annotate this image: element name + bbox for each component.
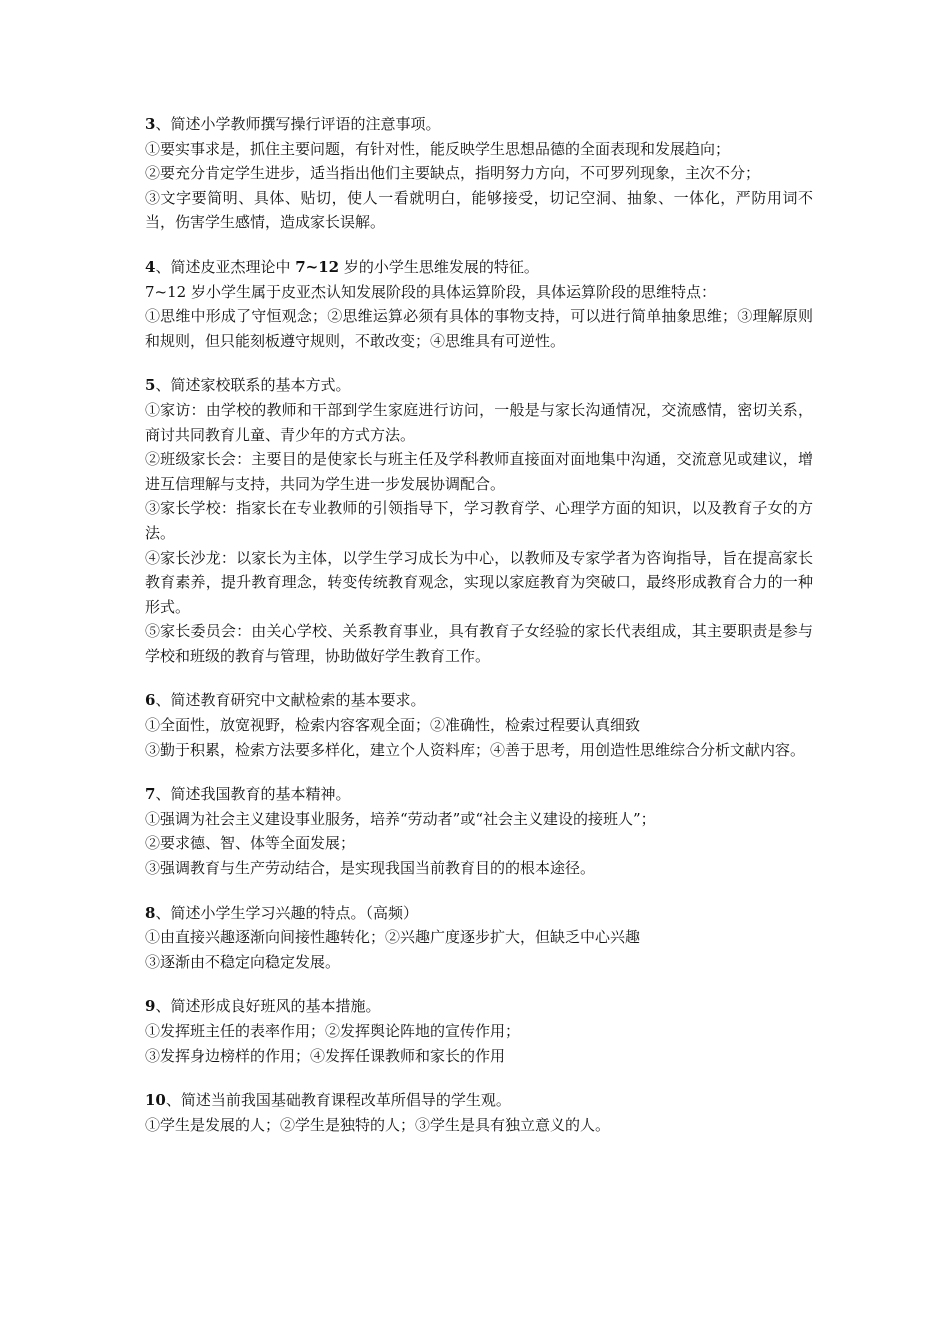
question-number: 4 — [145, 257, 156, 276]
question-number: 3 — [145, 115, 156, 133]
answer-line: ③文字要简明、具体、贴切，使人一看就明白，能够接受，切记空洞、抽象、一体化，严防用词不当，伤害学生感情，造成家长误解。 — [145, 188, 813, 232]
question-title-text: 、简述我国教育的基本精神。 — [155, 785, 351, 804]
answer-line: ②要求德、智、体等全面发展； — [145, 834, 356, 853]
question-title-text: 岁的小学生思维发展的特征。 — [339, 257, 539, 276]
question-title-age-range: 7~12 — [295, 257, 340, 276]
question-number: 8 — [145, 903, 156, 922]
question-title-text: 、简述教育研究中文献检索的基本要求。 — [155, 691, 426, 710]
answer-line: ①思维中形成了守恒观念；②思维运算必须有具体的事物支持，可以进行简单抽象思维；③理解原则和规则，但只能刻板遵守规则，不敢改变；④思维具有可逆性。 — [145, 307, 813, 350]
question-6 — [145, 688, 813, 762]
question-8 — [145, 901, 813, 975]
answer-line: ②要充分肯定学生进步，适当指出他们主要缺点，指明努力方向，不可罗列现象，主次不分； — [145, 164, 761, 183]
question-3 — [145, 112, 813, 235]
answer-line: ①学生是发展的人；②学生是独特的人；③学生是具有独立意义的人。 — [145, 1115, 611, 1134]
question-5 — [145, 373, 813, 668]
answer-line: ①要实事求是，抓住主要问题，有针对性，能反映学生思想品德的全面表现和发展趋向； — [145, 139, 731, 158]
question-title — [145, 994, 813, 1019]
answer-line: ①全面性，放宽视野，检索内容客观全面；②准确性，检索过程要认真细致 — [145, 716, 641, 735]
answer-line: ③勤于积累，检索方法要多样化，建立个人资料库；④善于思考，用创造性思维综合分析文献内容。 — [145, 740, 806, 759]
answer-line: ③强调教育与生产劳动结合，是实现我国当前教育目的的根本途径。 — [145, 859, 596, 878]
answer-line: ②班级家长会：主要目的是使家长与班主任及学科教师直接面对面地集中沟通，交流意见或建议，增进互信理解与支持，共同为学生进一步发展协调配合。 — [145, 450, 813, 493]
question-number: 10 — [145, 1091, 166, 1110]
question-number: 9 — [145, 997, 156, 1016]
answer-line: ①由直接兴趣逐渐向间接性趣转化；②兴趣广度逐步扩大，但缺乏中心兴趣 — [145, 928, 641, 947]
answer-line: ④家长沙龙：以家长为主体，以学生学习成长为中心，以教师及专家学者为咨询指导，旨在提高家长教育素养，提升教育理念，转变传统教育观念，实现以家庭教育为突破口，最终形成教育合力的一种形式。 — [145, 548, 813, 616]
question-10 — [145, 1088, 813, 1137]
answer-line: ①发挥班主任的表率作用；②发挥舆论阵地的宣传作用； — [145, 1022, 521, 1040]
question-title-text: 、简述当前我国基础教育课程改革所倡导的学生观。 — [165, 1091, 511, 1110]
question-title-text: 、简述小学教师撰写操行评语的注意事项。 — [155, 115, 441, 133]
question-title — [145, 688, 813, 713]
question-number: 5 — [145, 376, 156, 395]
question-title — [145, 901, 813, 926]
question-7 — [145, 782, 813, 880]
question-title — [145, 112, 813, 137]
answer-line: ①强调为社会主义建设事业服务，培养“劳动者”或“社会主义建设的接班人”； — [145, 809, 656, 828]
question-number: 7 — [145, 785, 156, 804]
question-9 — [145, 994, 813, 1068]
answer-line: ③发挥身边榜样的作用；④发挥任课教师和家长的作用 — [145, 1046, 506, 1065]
question-number: 6 — [145, 691, 156, 710]
answer-line: ③逐渐由不稳定向稳定发展。 — [145, 952, 341, 971]
question-title-text: 、简述小学生学习兴趣的特点。（高频） — [155, 903, 418, 922]
question-4 — [145, 255, 813, 353]
question-title — [145, 1088, 813, 1113]
question-title — [145, 373, 813, 398]
question-title — [145, 782, 813, 807]
question-title-text: 、简述形成良好班风的基本措施。 — [155, 997, 381, 1016]
answer-line: ③家长学校：指家长在专业教师的引领指导下，学习教育学、心理学方面的知识，以及教育子女的方法。 — [145, 499, 813, 542]
answer-line: 7~12 岁小学生属于皮亚杰认知发展阶段的具体运算阶段，具体运算阶段的思维特点： — [145, 282, 716, 301]
question-title — [145, 255, 813, 280]
answer-line: ⑤家长委员会：由关心学校、关系教育事业，具有教育子女经验的家长代表组成，其主要职责是参与学校和班级的教育与管理，协助做好学生教育工作。 — [145, 622, 813, 665]
question-title-text: 、简述皮亚杰理论中 — [155, 257, 296, 276]
question-title-text: 、简述家校联系的基本方式。 — [155, 376, 351, 395]
document-page — [145, 112, 813, 1157]
answer-line: ①家访：由学校的教师和干部到学生家庭进行访问，一般是与家长沟通情况，交流感情，密切关系，商讨共同教育儿童、青少年的方式方法。 — [145, 400, 813, 444]
